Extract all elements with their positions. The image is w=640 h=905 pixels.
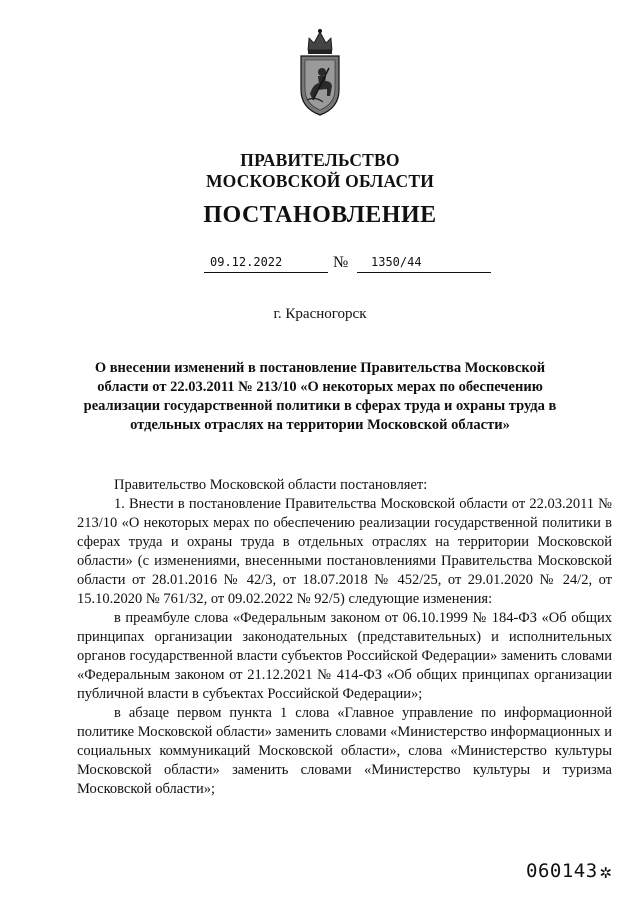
serial-number: 060143: [526, 860, 598, 882]
document-number: 1350/44: [357, 255, 491, 273]
body-paragraph: 1. Внести в постановление Правительства Московской области от 22.03.2011 № 213/10 «О некоторых мерах по обеспечению реализации государственной политики в сферах труда и охраны труда в отдельных отраслях на территории Московской области» (с изменениями, внесенными постановлениями Правительства Московской области от 28.01.2016 № 42/3, от 18.07.2018 № 452/25, от 29.01.2020 № 24/2, от 15.10.2020 № 761/32, от 09.02.2022 № 92/5) следующие изменения:: [77, 496, 612, 607]
asterisk-icon: ✲: [599, 859, 613, 883]
body-paragraph: Правительство Московской области постановляет:: [114, 477, 428, 493]
document-subject: О внесении изменений в постановление Правительства Московской области от 22.03.2011 № 213/10 «О некоторых мерах по обеспечению реализации государственной политики в сферах труда и охраны труда в отдельных отраслях на территории Московской области»: [83, 360, 557, 433]
serial-stamp: [526, 858, 612, 884]
document-date: 09.12.2022: [204, 255, 328, 273]
body-paragraph: в абзаце первом пункта 1 слова «Главное управление по информационной политике Московской области» заменить словами «Министерство информационных и социальных коммуникаций Московской области», слова «Министерство культуры Московской области» заменить словами «Министерство культуры и туризма Московской области»;: [77, 705, 612, 797]
number-sign: №: [333, 254, 349, 271]
document-type-title: ПОСТАНОВЛЕНИЕ: [203, 202, 437, 228]
org-name-line2: МОСКОВСКОЙ ОБЛАСТИ: [205, 171, 435, 191]
moscow-oblast-coat-of-arms-icon: [295, 26, 345, 118]
document-body: [77, 476, 612, 799]
document-city: г. Красногорск: [273, 306, 367, 322]
body-paragraph: в преамбуле слова «Федеральным законом от 06.10.1999 № 184-ФЗ «Об общих принципах организации законодательных (представительных) и исполнительных органов государственной власти субъектов Российской Федерации» заменить словами «Федеральным законом от 21.12.2021 № 414-ФЗ «Об общих принципах организации публичной власти в субъектах Российской Федерации»;: [77, 610, 612, 702]
org-name-line1: ПРАВИТЕЛЬСТВО: [240, 150, 400, 170]
